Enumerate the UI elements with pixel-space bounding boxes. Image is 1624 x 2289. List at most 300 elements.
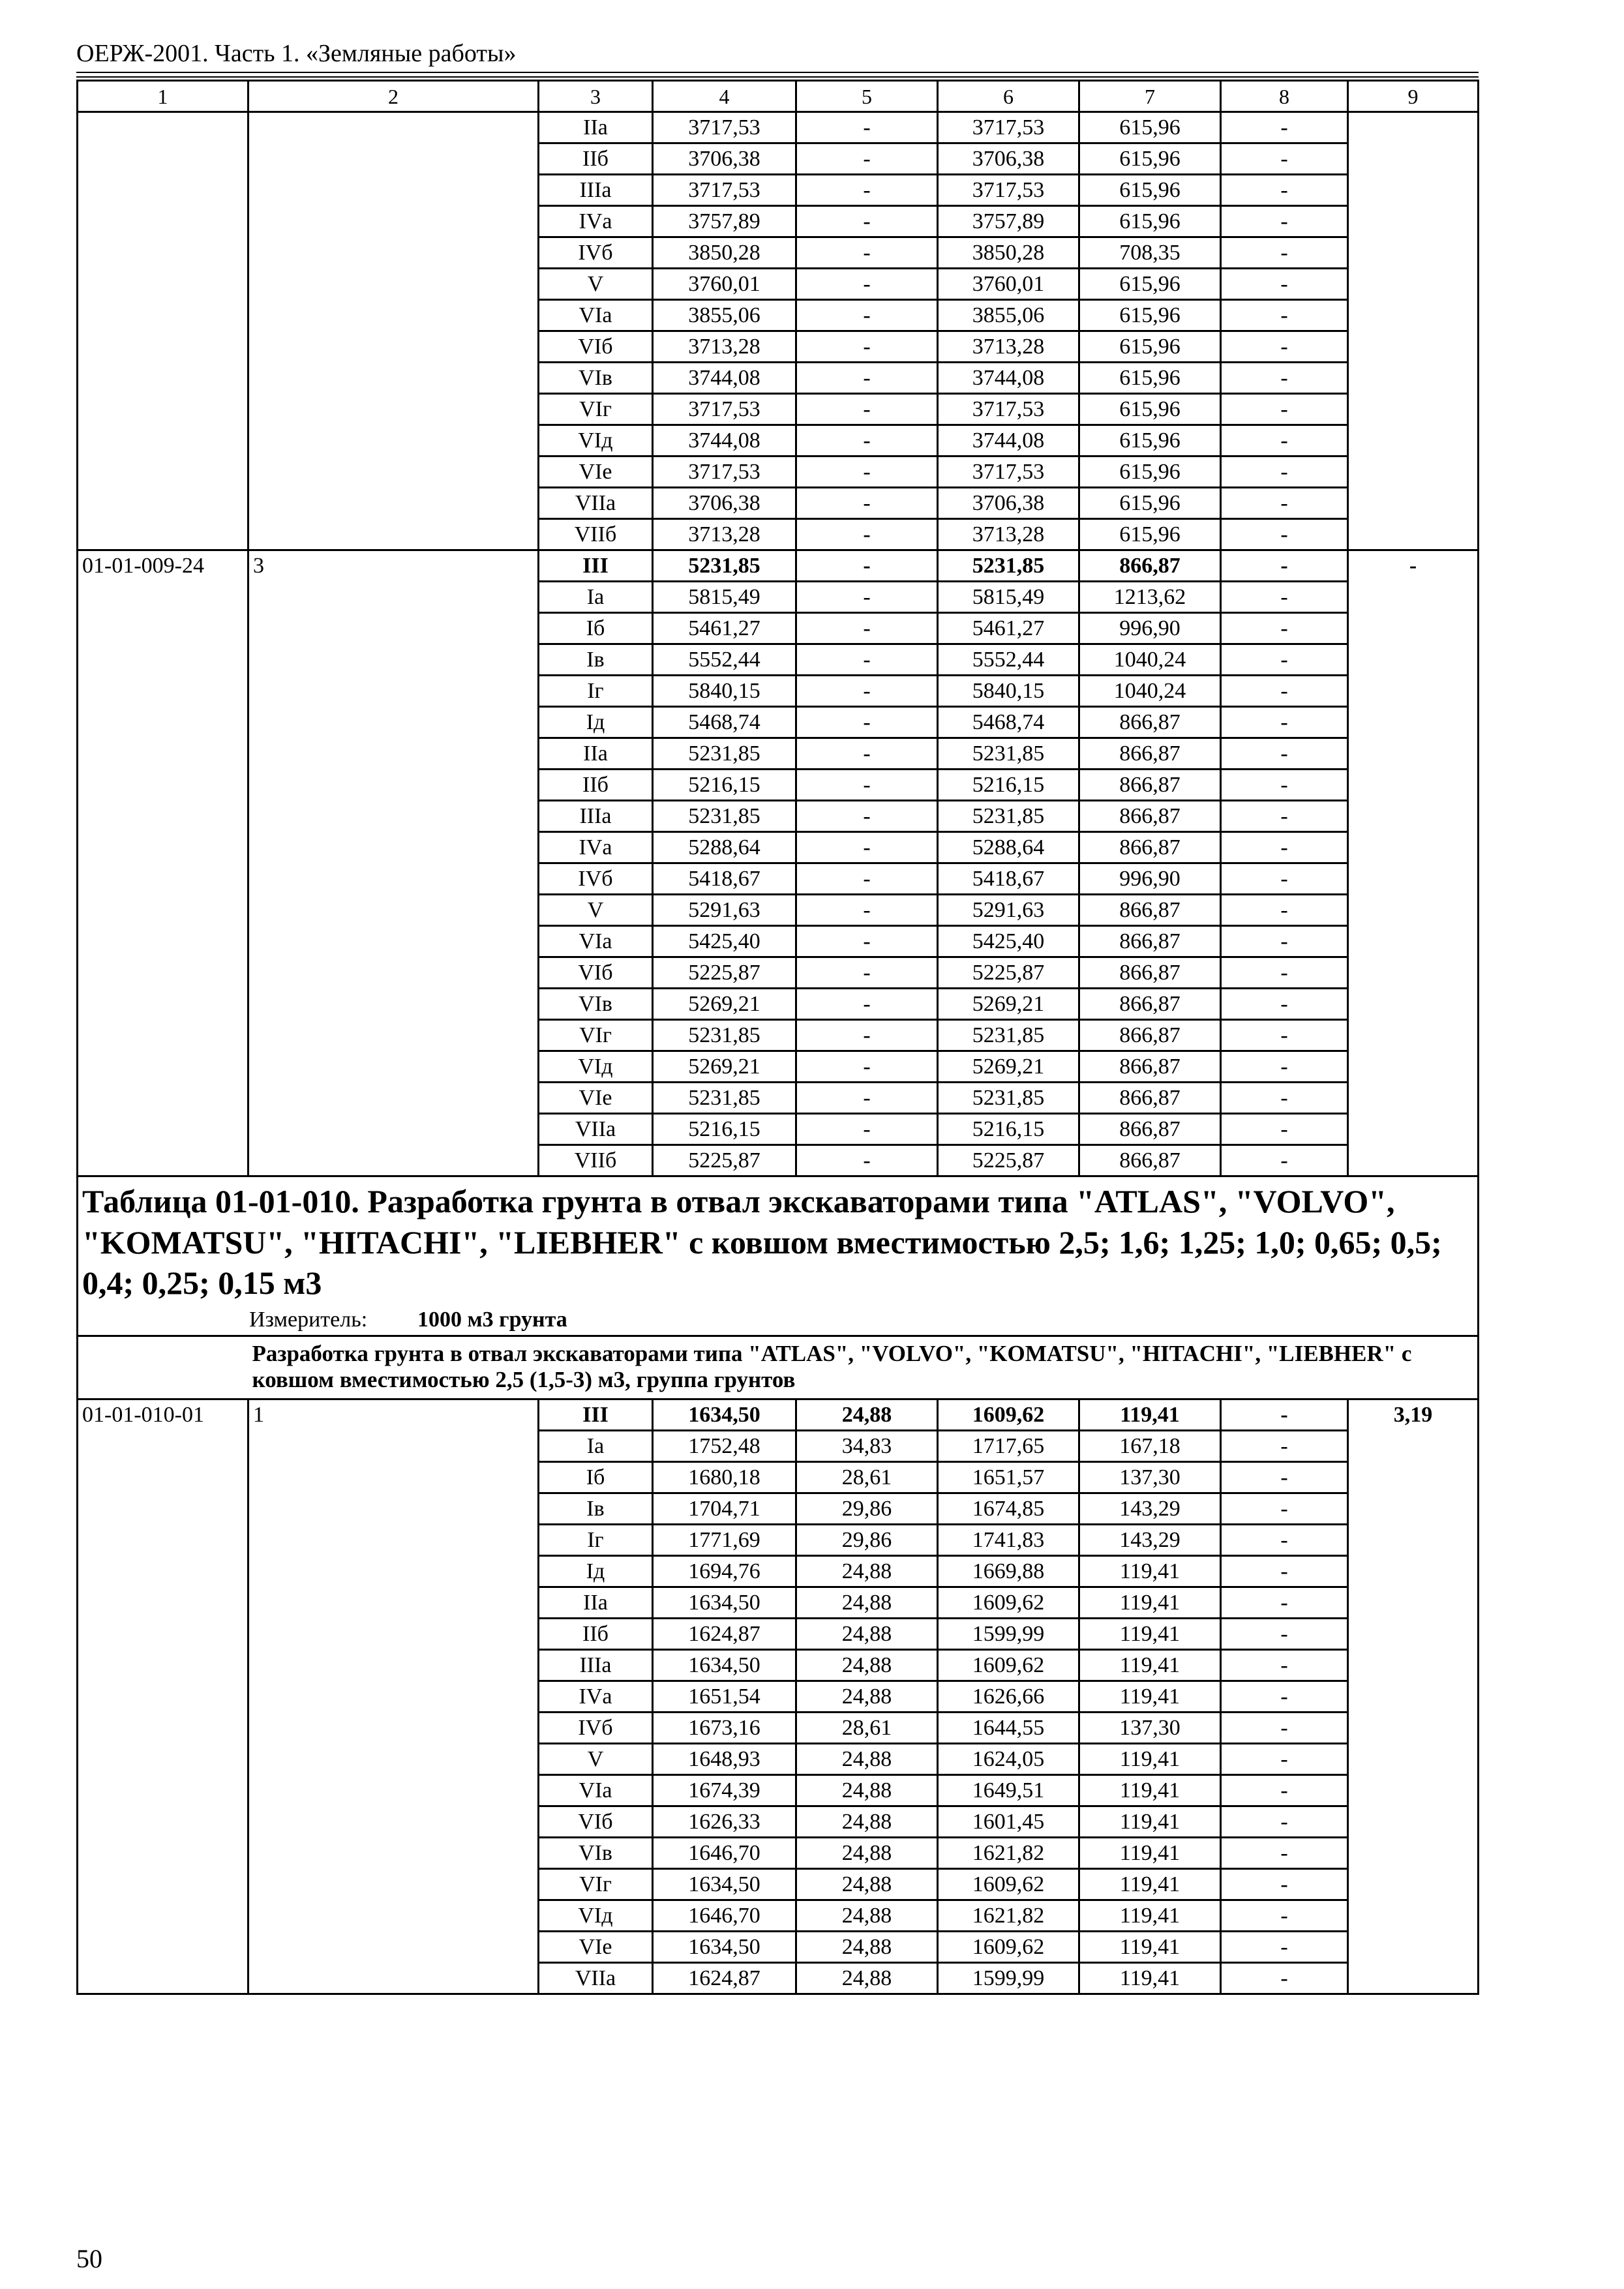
materials-cost: -: [1221, 1493, 1348, 1525]
wage-cost: 3757,89: [938, 206, 1079, 237]
rate-subnumber: [248, 112, 539, 550]
machine-cost: -: [796, 1114, 938, 1145]
machine-cost: 29,86: [796, 1525, 938, 1556]
wage-cost: 1601,45: [938, 1806, 1079, 1838]
wage-cost: 3713,28: [938, 331, 1079, 363]
machine-cost: -: [796, 863, 938, 895]
materials-cost: -: [1221, 1051, 1348, 1083]
machine-cost: -: [796, 269, 938, 300]
wage-cost: 3850,28: [938, 237, 1079, 269]
wage-cost: 1717,65: [938, 1431, 1079, 1462]
table-body-top: [78, 81, 1479, 1176]
wage-cost: 3717,53: [938, 456, 1079, 488]
soil-group: VIа: [539, 1775, 653, 1806]
other-cost: 615,96: [1079, 394, 1221, 425]
machine-cost: -: [796, 801, 938, 832]
machine-cost: 24,88: [796, 1775, 938, 1806]
soil-group: VIе: [539, 1083, 653, 1114]
soil-group: VIг: [539, 1020, 653, 1051]
rate-subnumber: 1: [248, 1399, 539, 1994]
wage-cost: 1599,99: [938, 1963, 1079, 1994]
wage-cost: 5231,85: [938, 1083, 1079, 1114]
total-cost: 1634,50: [653, 1869, 796, 1900]
materials-cost: -: [1221, 1399, 1348, 1431]
other-cost: 615,96: [1079, 331, 1221, 363]
wage-cost: 1644,55: [938, 1713, 1079, 1744]
total-cost: 3717,53: [653, 175, 796, 206]
other-cost: 119,41: [1079, 1963, 1221, 1994]
soil-group: VIIа: [539, 1114, 653, 1145]
materials-cost: -: [1221, 1650, 1348, 1681]
column-number: 3: [539, 81, 653, 112]
materials-cost: -: [1221, 1587, 1348, 1619]
total-cost: 5815,49: [653, 582, 796, 613]
labor-cost: [1348, 112, 1479, 550]
materials-cost: -: [1221, 1020, 1348, 1051]
total-cost: 1704,71: [653, 1493, 796, 1525]
total-cost: 3757,89: [653, 206, 796, 237]
other-cost: 615,96: [1079, 519, 1221, 550]
other-cost: 615,96: [1079, 112, 1221, 143]
header-rule: [76, 72, 1479, 73]
materials-cost: -: [1221, 926, 1348, 957]
other-cost: 866,87: [1079, 957, 1221, 989]
rates-table: [76, 80, 1479, 1995]
wage-cost: 5418,67: [938, 863, 1079, 895]
other-cost: 615,96: [1079, 175, 1221, 206]
total-cost: 1752,48: [653, 1431, 796, 1462]
machine-cost: -: [796, 1145, 938, 1176]
wage-cost: 5231,85: [938, 738, 1079, 770]
machine-cost: 24,88: [796, 1963, 938, 1994]
total-cost: 5269,21: [653, 1051, 796, 1083]
machine-cost: 28,61: [796, 1713, 938, 1744]
soil-group: IIа: [539, 112, 653, 143]
wage-cost: 3706,38: [938, 143, 1079, 175]
other-cost: 708,35: [1079, 237, 1221, 269]
materials-cost: -: [1221, 770, 1348, 801]
table-row: [78, 1399, 1479, 1431]
rates-sheet: [76, 80, 1479, 1995]
column-number: 8: [1221, 81, 1348, 112]
other-cost: 119,41: [1079, 1399, 1221, 1431]
total-cost: 5552,44: [653, 644, 796, 676]
other-cost: 119,41: [1079, 1806, 1221, 1838]
wage-cost: 3717,53: [938, 112, 1079, 143]
other-cost: 615,96: [1079, 300, 1221, 331]
wage-cost: 3717,53: [938, 175, 1079, 206]
soil-group: Iг: [539, 1525, 653, 1556]
soil-group: Iг: [539, 676, 653, 707]
other-cost: 866,87: [1079, 770, 1221, 801]
machine-cost: 24,88: [796, 1900, 938, 1932]
wage-cost: 5468,74: [938, 707, 1079, 738]
materials-cost: -: [1221, 394, 1348, 425]
materials-cost: -: [1221, 895, 1348, 926]
materials-cost: -: [1221, 206, 1348, 237]
wage-cost: 5269,21: [938, 1051, 1079, 1083]
other-cost: 866,87: [1079, 989, 1221, 1020]
soil-group: IIа: [539, 1587, 653, 1619]
materials-cost: -: [1221, 1083, 1348, 1114]
materials-cost: -: [1221, 1900, 1348, 1932]
total-cost: 5231,85: [653, 801, 796, 832]
total-cost: 5269,21: [653, 989, 796, 1020]
wage-cost: 5231,85: [938, 550, 1079, 582]
soil-group: VIб: [539, 331, 653, 363]
soil-group: VIв: [539, 989, 653, 1020]
rate-subnumber: 3: [248, 550, 539, 1176]
machine-cost: -: [796, 519, 938, 550]
total-cost: 1651,54: [653, 1681, 796, 1713]
machine-cost: 29,86: [796, 1493, 938, 1525]
total-cost: 5216,15: [653, 770, 796, 801]
other-cost: 866,87: [1079, 832, 1221, 863]
total-cost: 3713,28: [653, 331, 796, 363]
table-010-description-row: [78, 1336, 1479, 1399]
materials-cost: -: [1221, 1775, 1348, 1806]
soil-group: III: [539, 550, 653, 582]
wage-cost: 5815,49: [938, 582, 1079, 613]
materials-cost: -: [1221, 582, 1348, 613]
machine-cost: -: [796, 237, 938, 269]
total-cost: 1626,33: [653, 1806, 796, 1838]
machine-cost: 24,88: [796, 1932, 938, 1963]
machine-cost: -: [796, 175, 938, 206]
soil-group: IVа: [539, 832, 653, 863]
column-number: 9: [1348, 81, 1479, 112]
wage-cost: 3760,01: [938, 269, 1079, 300]
soil-group: VIв: [539, 363, 653, 394]
machine-cost: 24,88: [796, 1744, 938, 1775]
other-cost: 1040,24: [1079, 644, 1221, 676]
column-number: 1: [78, 81, 248, 112]
soil-group: Iа: [539, 1431, 653, 1462]
soil-group: IVа: [539, 1681, 653, 1713]
total-cost: 1634,50: [653, 1932, 796, 1963]
wage-cost: 1609,62: [938, 1399, 1079, 1431]
table-010-title: Таблица 01-01-010. Разработка грунта в отвал экскаваторами типа "ATLAS", "VOLVO", "KOMATSU", "HITACHI", "LIEBHER" с ковшом вместимостью 2,5; 1,6; 1,25; 1,0; 0,65; 0,5; 0,4; 0,25; 0,15 м3: [82, 1183, 1442, 1301]
rate-code: 01-01-009-24: [78, 550, 248, 1176]
machine-cost: 24,88: [796, 1838, 938, 1869]
column-number: 7: [1079, 81, 1221, 112]
machine-cost: -: [796, 550, 938, 582]
other-cost: 119,41: [1079, 1681, 1221, 1713]
other-cost: 119,41: [1079, 1587, 1221, 1619]
labor-cost: 3,19: [1348, 1399, 1479, 1994]
other-cost: 866,87: [1079, 1145, 1221, 1176]
materials-cost: -: [1221, 1114, 1348, 1145]
total-cost: 5291,63: [653, 895, 796, 926]
wage-cost: 3713,28: [938, 519, 1079, 550]
materials-cost: -: [1221, 957, 1348, 989]
soil-group: IIа: [539, 738, 653, 770]
machine-cost: 24,88: [796, 1399, 938, 1431]
machine-cost: -: [796, 331, 938, 363]
soil-group: IVб: [539, 1713, 653, 1744]
total-cost: 3713,28: [653, 519, 796, 550]
machine-cost: -: [796, 582, 938, 613]
total-cost: 1624,87: [653, 1963, 796, 1994]
soil-group: IIIа: [539, 1650, 653, 1681]
soil-group: VIIа: [539, 488, 653, 519]
wage-cost: 5225,87: [938, 1145, 1079, 1176]
wage-cost: 1624,05: [938, 1744, 1079, 1775]
materials-cost: -: [1221, 1431, 1348, 1462]
meter-label: Измеритель:: [249, 1307, 368, 1332]
wage-cost: 3744,08: [938, 425, 1079, 456]
materials-cost: -: [1221, 175, 1348, 206]
total-cost: 3706,38: [653, 143, 796, 175]
soil-group: Iв: [539, 644, 653, 676]
total-cost: 3855,06: [653, 300, 796, 331]
wage-cost: 3855,06: [938, 300, 1079, 331]
materials-cost: -: [1221, 1869, 1348, 1900]
other-cost: 1213,62: [1079, 582, 1221, 613]
materials-cost: -: [1221, 1838, 1348, 1869]
soil-group: IVб: [539, 863, 653, 895]
other-cost: 119,41: [1079, 1619, 1221, 1650]
soil-group: IIб: [539, 143, 653, 175]
other-cost: 866,87: [1079, 1114, 1221, 1145]
wage-cost: 3717,53: [938, 394, 1079, 425]
total-cost: 1646,70: [653, 1838, 796, 1869]
other-cost: 615,96: [1079, 206, 1221, 237]
soil-group: Iд: [539, 707, 653, 738]
soil-group: V: [539, 895, 653, 926]
meter-line: [78, 1304, 1477, 1335]
machine-cost: -: [796, 895, 938, 926]
soil-group: Iд: [539, 1556, 653, 1587]
machine-cost: -: [796, 832, 938, 863]
materials-cost: -: [1221, 1462, 1348, 1493]
wage-cost: 3706,38: [938, 488, 1079, 519]
machine-cost: -: [796, 206, 938, 237]
machine-cost: -: [796, 738, 938, 770]
total-cost: 5225,87: [653, 1145, 796, 1176]
soil-group: Iб: [539, 613, 653, 644]
materials-cost: -: [1221, 1619, 1348, 1650]
soil-group: IIб: [539, 1619, 653, 1650]
soil-group: VIIа: [539, 1963, 653, 1994]
machine-cost: -: [796, 613, 938, 644]
machine-cost: 24,88: [796, 1650, 938, 1681]
machine-cost: 34,83: [796, 1431, 938, 1462]
total-cost: 5461,27: [653, 613, 796, 644]
materials-cost: -: [1221, 269, 1348, 300]
machine-cost: -: [796, 989, 938, 1020]
machine-cost: 24,88: [796, 1556, 938, 1587]
soil-group: VIIб: [539, 1145, 653, 1176]
other-cost: 1040,24: [1079, 676, 1221, 707]
materials-cost: -: [1221, 1525, 1348, 1556]
wage-cost: 1609,62: [938, 1869, 1079, 1900]
machine-cost: 28,61: [796, 1462, 938, 1493]
other-cost: 866,87: [1079, 1083, 1221, 1114]
total-cost: 1674,39: [653, 1775, 796, 1806]
machine-cost: -: [796, 300, 938, 331]
other-cost: 119,41: [1079, 1900, 1221, 1932]
total-cost: 1634,50: [653, 1650, 796, 1681]
materials-cost: -: [1221, 1806, 1348, 1838]
column-number: 4: [653, 81, 796, 112]
soil-group: IIб: [539, 770, 653, 801]
soil-group: VIа: [539, 926, 653, 957]
machine-cost: -: [796, 363, 938, 394]
total-cost: 5425,40: [653, 926, 796, 957]
meter-value: 1000 м3 грунта: [417, 1307, 567, 1332]
machine-cost: -: [796, 957, 938, 989]
machine-cost: 24,88: [796, 1587, 938, 1619]
materials-cost: -: [1221, 425, 1348, 456]
total-cost: 1624,87: [653, 1619, 796, 1650]
wage-cost: 3744,08: [938, 363, 1079, 394]
wage-cost: 5552,44: [938, 644, 1079, 676]
column-number-row: [78, 81, 1479, 112]
table-row: [78, 112, 1479, 143]
soil-group: Iа: [539, 582, 653, 613]
rate-code: [78, 112, 248, 550]
other-cost: 615,96: [1079, 456, 1221, 488]
machine-cost: -: [796, 488, 938, 519]
machine-cost: -: [796, 1051, 938, 1083]
other-cost: 615,96: [1079, 488, 1221, 519]
other-cost: 866,87: [1079, 738, 1221, 770]
other-cost: 996,90: [1079, 863, 1221, 895]
wage-cost: 5269,21: [938, 989, 1079, 1020]
other-cost: 119,41: [1079, 1744, 1221, 1775]
wage-cost: 5231,85: [938, 801, 1079, 832]
page-header: ОЕРЖ-2001. Часть 1. «Земляные работы»: [76, 40, 517, 67]
machine-cost: -: [796, 1083, 938, 1114]
other-cost: 119,41: [1079, 1838, 1221, 1869]
other-cost: 866,87: [1079, 895, 1221, 926]
soil-group: VIг: [539, 394, 653, 425]
materials-cost: -: [1221, 112, 1348, 143]
soil-group: Iв: [539, 1493, 653, 1525]
other-cost: 137,30: [1079, 1713, 1221, 1744]
total-cost: 5225,87: [653, 957, 796, 989]
other-cost: 615,96: [1079, 143, 1221, 175]
other-cost: 866,87: [1079, 926, 1221, 957]
materials-cost: -: [1221, 1145, 1348, 1176]
other-cost: 866,87: [1079, 1051, 1221, 1083]
machine-cost: -: [796, 143, 938, 175]
other-cost: 137,30: [1079, 1462, 1221, 1493]
total-cost: 5288,64: [653, 832, 796, 863]
materials-cost: -: [1221, 488, 1348, 519]
machine-cost: -: [796, 425, 938, 456]
other-cost: 866,87: [1079, 707, 1221, 738]
wage-cost: 1621,82: [938, 1900, 1079, 1932]
soil-group: VIе: [539, 456, 653, 488]
soil-group: VIд: [539, 1900, 653, 1932]
materials-cost: -: [1221, 832, 1348, 863]
materials-cost: -: [1221, 237, 1348, 269]
soil-group: IIIа: [539, 801, 653, 832]
total-cost: 5418,67: [653, 863, 796, 895]
soil-group: V: [539, 269, 653, 300]
wage-cost: 5461,27: [938, 613, 1079, 644]
wage-cost: 1674,85: [938, 1493, 1079, 1525]
soil-group: VIд: [539, 1051, 653, 1083]
machine-cost: -: [796, 456, 938, 488]
machine-cost: -: [796, 394, 938, 425]
other-cost: 996,90: [1079, 613, 1221, 644]
materials-cost: -: [1221, 801, 1348, 832]
materials-cost: -: [1221, 300, 1348, 331]
soil-group: Iб: [539, 1462, 653, 1493]
machine-cost: -: [796, 707, 938, 738]
total-cost: 5840,15: [653, 676, 796, 707]
total-cost: 1634,50: [653, 1399, 796, 1431]
soil-group: VIд: [539, 425, 653, 456]
materials-cost: -: [1221, 707, 1348, 738]
other-cost: 615,96: [1079, 425, 1221, 456]
total-cost: 1646,70: [653, 1900, 796, 1932]
wage-cost: 1649,51: [938, 1775, 1079, 1806]
other-cost: 119,41: [1079, 1932, 1221, 1963]
soil-group: IIIа: [539, 175, 653, 206]
wage-cost: 5288,64: [938, 832, 1079, 863]
wage-cost: 5225,87: [938, 957, 1079, 989]
total-cost: 1694,76: [653, 1556, 796, 1587]
header-rule-double: [76, 76, 1479, 78]
machine-cost: -: [796, 770, 938, 801]
materials-cost: -: [1221, 613, 1348, 644]
total-cost: 5231,85: [653, 1083, 796, 1114]
table-010-section: [78, 1176, 1479, 1994]
materials-cost: -: [1221, 331, 1348, 363]
wage-cost: 1609,62: [938, 1587, 1079, 1619]
materials-cost: -: [1221, 863, 1348, 895]
total-cost: 1648,93: [653, 1744, 796, 1775]
wage-cost: 5840,15: [938, 676, 1079, 707]
wage-cost: 5291,63: [938, 895, 1079, 926]
materials-cost: -: [1221, 738, 1348, 770]
materials-cost: -: [1221, 550, 1348, 582]
machine-cost: -: [796, 926, 938, 957]
wage-cost: 5425,40: [938, 926, 1079, 957]
machine-cost: 24,88: [796, 1681, 938, 1713]
total-cost: 5231,85: [653, 738, 796, 770]
materials-cost: -: [1221, 1713, 1348, 1744]
total-cost: 5216,15: [653, 1114, 796, 1145]
materials-cost: -: [1221, 143, 1348, 175]
table-010-title-row: [78, 1176, 1479, 1336]
other-cost: 143,29: [1079, 1493, 1221, 1525]
soil-group: III: [539, 1399, 653, 1431]
materials-cost: -: [1221, 1681, 1348, 1713]
total-cost: 1634,50: [653, 1587, 796, 1619]
wage-cost: 5216,15: [938, 770, 1079, 801]
soil-group: VIв: [539, 1838, 653, 1869]
other-cost: 119,41: [1079, 1775, 1221, 1806]
total-cost: 3760,01: [653, 269, 796, 300]
total-cost: 3706,38: [653, 488, 796, 519]
labor-cost: -: [1348, 550, 1479, 1176]
soil-group: IVб: [539, 237, 653, 269]
column-number: 5: [796, 81, 938, 112]
materials-cost: -: [1221, 1744, 1348, 1775]
other-cost: 119,41: [1079, 1650, 1221, 1681]
total-cost: 5231,85: [653, 1020, 796, 1051]
total-cost: 5468,74: [653, 707, 796, 738]
wage-cost: 1626,66: [938, 1681, 1079, 1713]
materials-cost: -: [1221, 363, 1348, 394]
wage-cost: 1651,57: [938, 1462, 1079, 1493]
total-cost: 3717,53: [653, 456, 796, 488]
